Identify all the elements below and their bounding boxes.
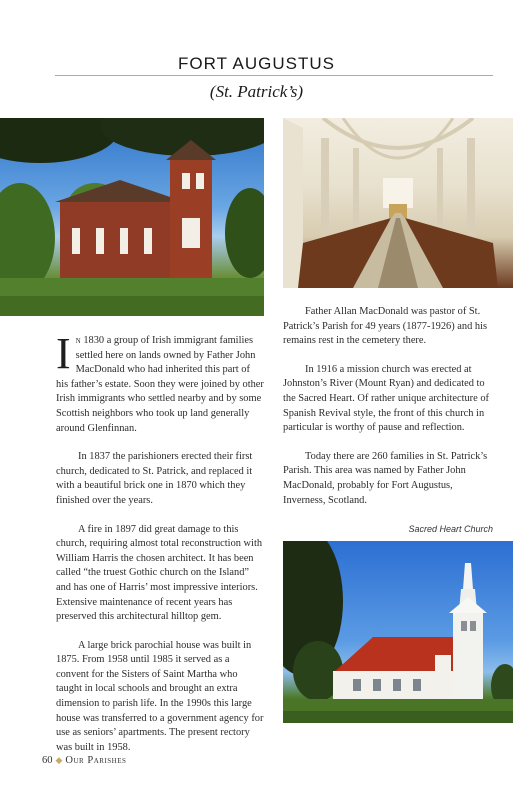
diamond-icon: ◆ <box>55 755 63 765</box>
page-footer <box>42 755 126 766</box>
photo-caption: Sacred Heart Church <box>408 524 493 534</box>
title-rule <box>55 75 493 76</box>
page-subtitle: (St. Patrick’s) <box>209 82 304 101</box>
section-name: Our Parishes <box>65 755 127 766</box>
page-number: 60 <box>42 755 53 766</box>
drop-cap: I <box>56 329 71 378</box>
intro-text: 1830 a group of Irish immigrant families settled here on lands owned by Father John MacDonald who had inherited this part of his father’s estate. Soon they were joined by other Irish immigrants who settled nearby and by some Scottish neighbors who took up land generally around Glenfinnan. <box>56 335 264 434</box>
church-interior-illustration <box>283 118 513 288</box>
body-paragraph: A fire in 1897 did great damage to this church, requiring almost total reconstruction with William Harris the chosen architect. It has been called “the truest Gothic church on the Island” and has one of Harris’ most impressive interiors. Extensive maintenance of recent years has preserved this architectural hilltop gem. <box>56 523 263 623</box>
sacred-heart-church-photo <box>283 541 513 723</box>
body-paragraph: Father Allan MacDonald was pastor of St. Patrick’s Parish for 49 years (1877-1926) and his remains rest in the cemetery there. <box>283 306 488 347</box>
church-exterior-illustration <box>0 118 264 316</box>
body-paragraph: In 1916 a mission church was erected at Johnston’s River (Mount Ryan) and dedicated to the Sacred Heart. Of rather unique architecture of Spanish Revival style, the front of this church in particular is worthy of pause and reflection. <box>283 363 489 434</box>
body-paragraph: Today there are 260 families in St. Patrick’s Parish. This area was named by Father John MacDonald, probably for Fort Augustus, Inverness, Scotland. <box>283 450 488 506</box>
church-exterior-photo <box>0 118 264 316</box>
body-paragraph: A large brick parochial house was built in 1875. From 1958 until 1985 it served as a convent for the Sisters of Saint Martha who taught in local schools and brought an extra dimension to parish life. In the 1990s this large house was transferred to a government agency for use as seniors’ apartments. The present rectory was built in 1958. <box>56 639 264 753</box>
left-text-column <box>56 329 264 769</box>
sacred-heart-illustration <box>283 541 513 723</box>
body-paragraph: In 1837 the parishioners erected their first church, dedicated to St. Patrick, and replaced it with a beautiful brick one in 1870 which they finished over the years. <box>56 451 253 506</box>
intro-lead: n <box>75 335 81 346</box>
church-interior-photo <box>283 118 513 288</box>
page-title: FORT AUGUSTUS <box>178 54 335 73</box>
intro-paragraph <box>56 329 264 436</box>
right-text-column <box>283 305 493 522</box>
